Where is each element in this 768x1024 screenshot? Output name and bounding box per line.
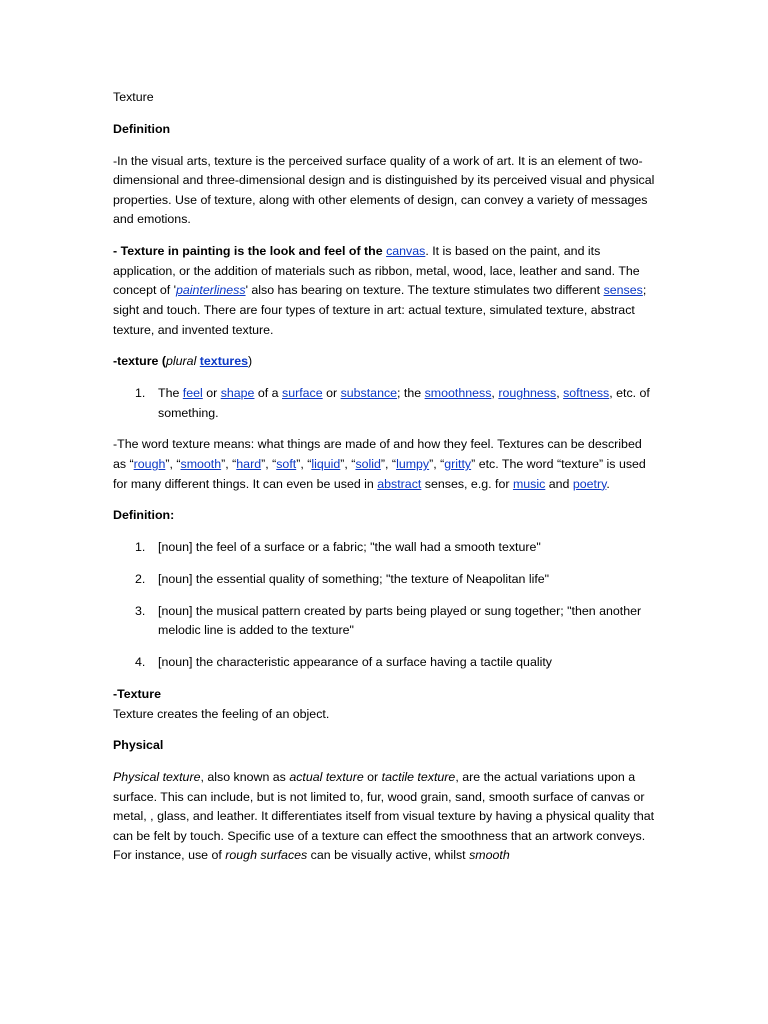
- smoothness-link[interactable]: smoothness: [424, 386, 492, 401]
- gritty-link[interactable]: gritty: [444, 457, 472, 472]
- physical-italic-2: actual texture: [289, 770, 364, 785]
- word-texture-paragraph: [113, 435, 658, 494]
- canvas-link[interactable]: canvas: [386, 244, 426, 259]
- list-item: [113, 653, 658, 673]
- word-text-9: ” etc. The word “texture” is used for many different things. It can even be used in: [113, 457, 646, 491]
- softness-link[interactable]: softness: [563, 386, 610, 401]
- feel-text-4: or: [322, 386, 341, 401]
- substance-link[interactable]: substance: [340, 386, 398, 401]
- feel-text-2: or: [202, 386, 221, 401]
- painting-paragraph: [113, 242, 658, 340]
- solid-link[interactable]: solid: [355, 457, 381, 472]
- list-item-text: [noun] the essential quality of something; "the texture of Neapolitan life": [158, 571, 550, 586]
- list-item: [113, 602, 658, 641]
- physical-text-4: can be visually active, whilst: [307, 848, 470, 863]
- list-number: 1.: [135, 386, 146, 401]
- word-text-6: ”, “: [340, 457, 356, 472]
- roughness-link[interactable]: roughness: [498, 386, 557, 401]
- abstract-link[interactable]: abstract: [377, 476, 422, 491]
- painting-text-4: ; sight and touch. There are four types of texture in art: actual texture, simulated texture, abstract texture, and invented texture.: [113, 283, 647, 337]
- word-text-11: and: [545, 476, 573, 491]
- physical-paragraph: [113, 768, 658, 866]
- word-text-10: senses, e.g. for: [421, 476, 513, 491]
- rough-link[interactable]: rough: [133, 457, 166, 472]
- feel-list: [113, 384, 658, 423]
- plural-text-1: -texture (: [113, 354, 167, 369]
- word-text-3: ”, “: [221, 457, 237, 472]
- texture-line: Texture creates the feeling of an object.: [113, 706, 330, 721]
- physical-italic-5: smooth: [469, 848, 510, 863]
- list-item: [113, 538, 658, 558]
- surface-link[interactable]: surface: [282, 386, 323, 401]
- poetry-link[interactable]: poetry: [572, 476, 607, 491]
- physical-italic-3: tactile texture: [381, 770, 456, 785]
- soft-link[interactable]: soft: [276, 457, 297, 472]
- feel-link[interactable]: feel: [182, 386, 203, 401]
- feel-text-3: of a: [254, 386, 283, 401]
- list-item: [113, 384, 658, 423]
- visual-arts-paragraph: -In the visual arts, texture is the perceived surface quality of a work of art. It is an element of two-dimensional and three-dimensional design and is distinguished by its perceived visual and physical properties. Use of texture, along with other elements of design, can convey a variety of messages and emotions.: [113, 153, 655, 227]
- physical-text-3: , are the actual variations upon a surface. This can include, but is not limited to, fur, wood grain, sand, smooth surface of canvas or metal, , glass, and leather. It differentiates itself from visual texture by having a physical quality that can be felt by touch. Specific use of a texture can effect the smoothness that an artwork conveys. For instance, use of: [113, 770, 655, 863]
- painting-text-2: . It is based on the paint, and its application, or the addition of materials such as ribbon, metal, wood, lace, leather and sand. The concept of ': [113, 244, 640, 298]
- textures-link[interactable]: textures: [199, 354, 248, 369]
- smooth-link[interactable]: smooth: [180, 457, 222, 472]
- plural-italic: plural: [166, 354, 197, 369]
- definition-heading: Definition: [113, 121, 171, 136]
- feel-text-8: , etc. of something.: [158, 386, 650, 420]
- list-item-text: [noun] the feel of a surface or a fabric; "the wall had a smooth texture": [158, 540, 541, 555]
- physical-italic-4: rough surfaces: [225, 848, 308, 863]
- feel-text-1: The: [158, 386, 183, 401]
- texture-heading: -Texture: [113, 686, 161, 701]
- noun-definitions-list: [113, 538, 658, 673]
- feel-text-5: ; the: [397, 386, 425, 401]
- document-page: [113, 88, 658, 878]
- definition-heading-2: Definition:: [113, 508, 175, 523]
- plural-text-3: ): [248, 354, 253, 369]
- painting-text-3: ' also has bearing on texture. The texture stimulates two different: [245, 283, 604, 298]
- shape-link[interactable]: shape: [220, 386, 255, 401]
- list-item-text: [noun] the musical pattern created by parts being played or sung together; "then another melodic line is added to the texture": [158, 603, 642, 638]
- feel-text-6: ,: [491, 386, 499, 401]
- music-link[interactable]: music: [512, 476, 546, 491]
- texture-section: [113, 685, 658, 724]
- liquid-link[interactable]: liquid: [311, 457, 341, 472]
- lumpy-link[interactable]: lumpy: [396, 457, 430, 472]
- word-text-8: ”, “: [429, 457, 445, 472]
- list-number: 3.: [135, 603, 146, 618]
- document-title: Texture: [113, 90, 154, 104]
- word-text-5: ”, “: [296, 457, 312, 472]
- word-text-4: ”, “: [261, 457, 277, 472]
- word-text-2: ”, “: [165, 457, 181, 472]
- physical-text-1: , also known as: [200, 770, 290, 785]
- senses-link[interactable]: senses: [603, 283, 643, 298]
- list-item-text: [noun] the characteristic appearance of a surface having a tactile quality: [158, 655, 552, 670]
- list-number: 4.: [135, 655, 146, 670]
- physical-heading: Physical: [113, 738, 164, 753]
- physical-italic-1: Physical texture: [113, 770, 201, 785]
- painting-text-1: - Texture in painting is the look and feel of the: [113, 244, 387, 259]
- word-text-1: -The word texture means: what things are made of and how they feel. Textures can be described as “: [113, 437, 642, 472]
- word-text-12: .: [606, 476, 610, 491]
- painterliness-link[interactable]: painterliness: [175, 283, 246, 298]
- plural-paragraph: [113, 352, 658, 372]
- list-item: [113, 570, 658, 590]
- feel-text-7: ,: [556, 386, 564, 401]
- list-number: 2.: [135, 571, 146, 586]
- hard-link[interactable]: hard: [236, 457, 262, 472]
- physical-text-2: or: [363, 770, 382, 785]
- word-text-7: ”, “: [380, 457, 397, 472]
- list-number: 1.: [135, 540, 146, 555]
